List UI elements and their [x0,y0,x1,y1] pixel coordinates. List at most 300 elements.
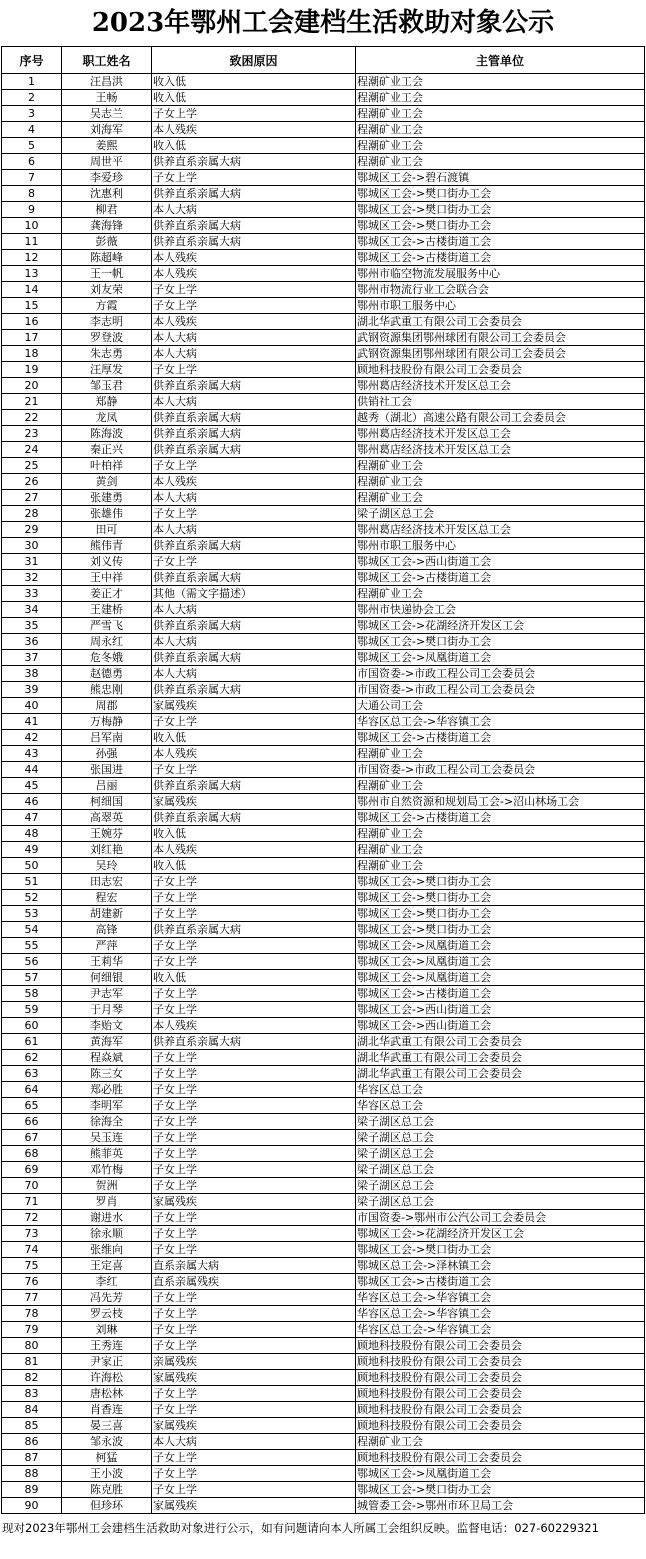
cell-employee-name: 郑静 [62,394,152,410]
cell-supervising-unit: 程潮矿业工会 [356,586,645,602]
cell-hardship-reason: 收入低 [152,90,356,106]
cell-serial-number: 12 [2,250,62,266]
cell-supervising-unit: 鄂城区工会->花湖经济开发区工会 [356,618,645,634]
cell-hardship-reason: 子女上学 [152,1130,356,1146]
cell-supervising-unit: 越秀（湖北）高速公路有限公司工会委员会 [356,410,645,426]
cell-supervising-unit: 鄂城区工会->樊口街办工会 [356,202,645,218]
header-employee-name: 职工姓名 [62,47,152,74]
cell-hardship-reason: 子女上学 [152,458,356,474]
cell-employee-name: 罗登波 [62,330,152,346]
cell-supervising-unit: 梁子湖区总工会 [356,1178,645,1194]
cell-supervising-unit: 梁子湖区总工会 [356,1194,645,1210]
cell-serial-number: 38 [2,666,62,682]
cell-supervising-unit: 梁子湖区总工会 [356,1146,645,1162]
table-row [2,202,645,218]
table-row [2,474,645,490]
cell-employee-name: 唐松林 [62,1386,152,1402]
table-row [2,1434,645,1450]
cell-supervising-unit: 鄂州葛店经济技术开发区总工会 [356,426,645,442]
cell-serial-number: 74 [2,1242,62,1258]
table-row [2,906,645,922]
cell-hardship-reason: 供养直系亲属大病 [152,426,356,442]
table-row [2,618,645,634]
cell-employee-name: 张建勇 [62,490,152,506]
cell-serial-number: 15 [2,298,62,314]
cell-hardship-reason: 本人大病 [152,1434,356,1450]
cell-hardship-reason: 本人残疾 [152,842,356,858]
cell-serial-number: 70 [2,1178,62,1194]
cell-supervising-unit: 鄂州市自然资源和规划局工会->沼山林场工会 [356,794,645,810]
cell-hardship-reason: 供养直系亲属大病 [152,922,356,938]
cell-employee-name: 何细银 [62,970,152,986]
cell-serial-number: 59 [2,1002,62,1018]
page-title: 2023年鄂州工会建档生活救助对象公示 [91,8,555,38]
cell-employee-name: 龚海锋 [62,218,152,234]
cell-serial-number: 31 [2,554,62,570]
table-row [2,746,645,762]
table-row [2,1050,645,1066]
cell-hardship-reason: 直系亲属大病 [152,1258,356,1274]
cell-supervising-unit: 程潮矿业工会 [356,106,645,122]
cell-serial-number: 56 [2,954,62,970]
cell-hardship-reason: 本人残疾 [152,1018,356,1034]
table-row [2,522,645,538]
cell-serial-number: 43 [2,746,62,762]
cell-employee-name: 严萍 [62,938,152,954]
cell-hardship-reason: 本人大病 [152,602,356,618]
cell-serial-number: 6 [2,154,62,170]
cell-supervising-unit: 鄂城区工会->樊口街办工会 [356,890,645,906]
cell-supervising-unit: 鄂城区工会->樊口街办工会 [356,906,645,922]
table-row [2,170,645,186]
cell-serial-number: 5 [2,138,62,154]
cell-serial-number: 62 [2,1050,62,1066]
table-row [2,714,645,730]
table-row [2,634,645,650]
cell-serial-number: 33 [2,586,62,602]
cell-employee-name: 胡建新 [62,906,152,922]
cell-serial-number: 11 [2,234,62,250]
cell-serial-number: 32 [2,570,62,586]
cell-supervising-unit: 顾地科技股份有限公司工会委员会 [356,1370,645,1386]
cell-employee-name: 田可 [62,522,152,538]
cell-employee-name: 吕丽 [62,778,152,794]
cell-supervising-unit: 鄂城区工会->凤凰街道工会 [356,970,645,986]
cell-employee-name: 田志宏 [62,874,152,890]
cell-employee-name: 邹玉君 [62,378,152,394]
cell-employee-name: 吕军南 [62,730,152,746]
cell-supervising-unit: 市国资委->市政工程公司工会委员会 [356,666,645,682]
cell-hardship-reason: 供养直系亲属大病 [152,682,356,698]
cell-employee-name: 万梅静 [62,714,152,730]
cell-supervising-unit: 鄂城区工会->古楼街道工会 [356,986,645,1002]
cell-employee-name: 刘琳 [62,1322,152,1338]
cell-serial-number: 57 [2,970,62,986]
cell-serial-number: 14 [2,282,62,298]
table-row [2,1258,645,1274]
cell-serial-number: 68 [2,1146,62,1162]
cell-hardship-reason: 供养直系亲属大病 [152,442,356,458]
cell-hardship-reason: 供养直系亲属大病 [152,154,356,170]
cell-supervising-unit: 鄂城区工会->古楼街道工会 [356,1274,645,1290]
cell-employee-name: 王建桥 [62,602,152,618]
cell-supervising-unit: 顾地科技股份有限公司工会委员会 [356,1418,645,1434]
cell-serial-number: 34 [2,602,62,618]
cell-employee-name: 张雄伟 [62,506,152,522]
cell-serial-number: 39 [2,682,62,698]
cell-employee-name: 罗肖 [62,1194,152,1210]
cell-supervising-unit: 市国资委->市政工程公司工会委员会 [356,762,645,778]
cell-supervising-unit: 梁子湖区总工会 [356,506,645,522]
cell-supervising-unit: 顾地科技股份有限公司工会委员会 [356,362,645,378]
cell-serial-number: 61 [2,1034,62,1050]
cell-employee-name: 刘义传 [62,554,152,570]
table-row [2,90,645,106]
table-row [2,1066,645,1082]
cell-serial-number: 52 [2,890,62,906]
cell-supervising-unit: 程潮矿业工会 [356,1434,645,1450]
table-row [2,250,645,266]
cell-employee-name: 柯细国 [62,794,152,810]
cell-supervising-unit: 武钢资源集团鄂州球团有限公司工会委员会 [356,330,645,346]
table-row [2,1402,645,1418]
cell-supervising-unit: 程潮矿业工会 [356,138,645,154]
table-row [2,826,645,842]
cell-supervising-unit: 顾地科技股份有限公司工会委员会 [356,1338,645,1354]
cell-employee-name: 高翠英 [62,810,152,826]
cell-employee-name: 尹志军 [62,986,152,1002]
cell-supervising-unit: 大通公司工会 [356,698,645,714]
table-row [2,506,645,522]
cell-hardship-reason: 本人大病 [152,346,356,362]
table-row [2,730,645,746]
table-row [2,698,645,714]
cell-hardship-reason: 子女上学 [152,762,356,778]
cell-supervising-unit: 市国资委->市政工程公司工会委员会 [356,682,645,698]
table-row [2,890,645,906]
cell-employee-name: 姜正才 [62,586,152,602]
table-row [2,154,645,170]
cell-employee-name: 王一帆 [62,266,152,282]
header-serial-number: 序号 [2,47,62,74]
cell-hardship-reason: 子女上学 [152,954,356,970]
cell-employee-name: 赵德勇 [62,666,152,682]
table-row [2,1114,645,1130]
cell-employee-name: 肖香连 [62,1402,152,1418]
cell-supervising-unit: 鄂城区工会->樊口街办工会 [356,186,645,202]
table-row [2,298,645,314]
cell-serial-number: 20 [2,378,62,394]
cell-serial-number: 65 [2,1098,62,1114]
cell-hardship-reason: 子女上学 [152,362,356,378]
cell-serial-number: 67 [2,1130,62,1146]
cell-serial-number: 40 [2,698,62,714]
table-row [2,1146,645,1162]
cell-supervising-unit: 鄂城区工会->西山街道工会 [356,554,645,570]
cell-employee-name: 许海松 [62,1370,152,1386]
cell-serial-number: 17 [2,330,62,346]
cell-supervising-unit: 鄂城区工会->樊口街办工会 [356,922,645,938]
cell-hardship-reason: 家属残疾 [152,794,356,810]
cell-employee-name: 邓竹梅 [62,1162,152,1178]
cell-employee-name: 张国进 [62,762,152,778]
table-row [2,490,645,506]
cell-supervising-unit: 程潮矿业工会 [356,778,645,794]
cell-supervising-unit: 鄂城区工会->古楼街道工会 [356,234,645,250]
cell-supervising-unit: 鄂州市物流行业工会联合会 [356,282,645,298]
table-row [2,682,645,698]
cell-supervising-unit: 程潮矿业工会 [356,458,645,474]
cell-supervising-unit: 梁子湖区总工会 [356,1162,645,1178]
cell-serial-number: 64 [2,1082,62,1098]
cell-serial-number: 27 [2,490,62,506]
cell-serial-number: 71 [2,1194,62,1210]
cell-employee-name: 邹永波 [62,1434,152,1450]
cell-hardship-reason: 收入低 [152,138,356,154]
cell-supervising-unit: 鄂城区工会->樊口街办工会 [356,874,645,890]
cell-serial-number: 46 [2,794,62,810]
cell-employee-name: 熊忠刚 [62,682,152,698]
cell-serial-number: 45 [2,778,62,794]
cell-supervising-unit: 湖北华武重工有限公司工会委员会 [356,1066,645,1082]
cell-hardship-reason: 子女上学 [152,1002,356,1018]
table-row [2,1210,645,1226]
cell-supervising-unit: 鄂州市快递协会工会 [356,602,645,618]
table-row [2,234,645,250]
cell-employee-name: 王小波 [62,1466,152,1482]
cell-supervising-unit: 鄂城区工会->西山街道工会 [356,1018,645,1034]
cell-hardship-reason: 供养直系亲属大病 [152,378,356,394]
cell-supervising-unit: 华容区总工会->华容镇工会 [356,1306,645,1322]
cell-serial-number: 23 [2,426,62,442]
table-row [2,762,645,778]
cell-employee-name: 王定喜 [62,1258,152,1274]
cell-hardship-reason: 子女上学 [152,714,356,730]
cell-supervising-unit: 湖北华武重工有限公司工会委员会 [356,1050,645,1066]
cell-hardship-reason: 子女上学 [152,1402,356,1418]
cell-hardship-reason: 子女上学 [152,554,356,570]
cell-employee-name: 程宏 [62,890,152,906]
cell-supervising-unit: 程潮矿业工会 [356,858,645,874]
cell-supervising-unit: 鄂城区工会->凤凰街道工会 [356,1466,645,1482]
cell-supervising-unit: 程潮矿业工会 [356,90,645,106]
cell-hardship-reason: 本人残疾 [152,122,356,138]
cell-employee-name: 周郡 [62,698,152,714]
cell-supervising-unit: 鄂城区工会->樊口街办工会 [356,1242,645,1258]
cell-hardship-reason: 供养直系亲属大病 [152,778,356,794]
cell-serial-number: 58 [2,986,62,1002]
cell-serial-number: 48 [2,826,62,842]
cell-employee-name: 柳君 [62,202,152,218]
table-row [2,954,645,970]
cell-employee-name: 刘红艳 [62,842,152,858]
table-row [2,186,645,202]
cell-supervising-unit: 程潮矿业工会 [356,842,645,858]
cell-hardship-reason: 家属残疾 [152,1498,356,1514]
table-row [2,1450,645,1466]
cell-hardship-reason: 供养直系亲属大病 [152,650,356,666]
cell-employee-name: 李贻文 [62,1018,152,1034]
cell-supervising-unit: 鄂州市职工服务中心 [356,298,645,314]
cell-hardship-reason: 供养直系亲属大病 [152,410,356,426]
cell-hardship-reason: 子女上学 [152,1098,356,1114]
cell-hardship-reason: 供养直系亲属大病 [152,570,356,586]
cell-serial-number: 8 [2,186,62,202]
cell-supervising-unit: 华容区总工会->华容镇工会 [356,714,645,730]
cell-supervising-unit: 鄂城区工会->古楼街道工会 [356,810,645,826]
cell-supervising-unit: 梁子湖区总工会 [356,1130,645,1146]
cell-hardship-reason: 家属残疾 [152,1194,356,1210]
cell-serial-number: 28 [2,506,62,522]
table-row [2,986,645,1002]
cell-employee-name: 朱志勇 [62,346,152,362]
cell-serial-number: 4 [2,122,62,138]
cell-serial-number: 89 [2,1482,62,1498]
table-row [2,426,645,442]
cell-serial-number: 1 [2,74,62,90]
cell-hardship-reason: 家属残疾 [152,1370,356,1386]
cell-serial-number: 35 [2,618,62,634]
cell-employee-name: 柯猛 [62,1450,152,1466]
cell-employee-name: 冯先芳 [62,1290,152,1306]
cell-supervising-unit: 鄂州市职工服务中心 [356,538,645,554]
cell-employee-name: 陈超峰 [62,250,152,266]
cell-employee-name: 陈克胜 [62,1482,152,1498]
table-row [2,1018,645,1034]
cell-employee-name: 周永红 [62,634,152,650]
cell-employee-name: 李志明 [62,314,152,330]
cell-supervising-unit: 鄂州葛店经济技术开发区总工会 [356,378,645,394]
cell-hardship-reason: 供养直系亲属大病 [152,538,356,554]
cell-employee-name: 方霞 [62,298,152,314]
cell-hardship-reason: 子女上学 [152,1114,356,1130]
cell-hardship-reason: 子女上学 [152,1242,356,1258]
cell-serial-number: 26 [2,474,62,490]
table-row [2,218,645,234]
footer-notice: 现对2023年鄂州工会建档生活救助对象进行公示，如有问题请向本人所属工会组织反映。监督电话：027-60229321 [2,1521,599,1535]
cell-supervising-unit: 鄂州市临空物流发展服务中心 [356,266,645,282]
cell-employee-name: 熊伟青 [62,538,152,554]
cell-serial-number: 54 [2,922,62,938]
cell-employee-name: 晏三喜 [62,1418,152,1434]
cell-supervising-unit: 武钢资源集团鄂州球团有限公司工会委员会 [356,346,645,362]
cell-employee-name: 谢进水 [62,1210,152,1226]
cell-supervising-unit: 华容区总工会 [356,1098,645,1114]
cell-serial-number: 24 [2,442,62,458]
cell-serial-number: 13 [2,266,62,282]
cell-employee-name: 王中祥 [62,570,152,586]
cell-hardship-reason: 本人大病 [152,666,356,682]
cell-serial-number: 22 [2,410,62,426]
cell-employee-name: 吴玉连 [62,1130,152,1146]
cell-serial-number: 90 [2,1498,62,1514]
cell-employee-name: 于月琴 [62,1002,152,1018]
cell-employee-name: 李爱珍 [62,170,152,186]
cell-serial-number: 55 [2,938,62,954]
table-row [2,1082,645,1098]
cell-hardship-reason: 本人大病 [152,490,356,506]
cell-hardship-reason: 供养直系亲属大病 [152,1034,356,1050]
cell-hardship-reason: 收入低 [152,730,356,746]
cell-supervising-unit: 鄂城区工会->古楼街道工会 [356,730,645,746]
cell-hardship-reason: 直系亲属残疾 [152,1274,356,1290]
table-row [2,266,645,282]
table-row [2,378,645,394]
cell-employee-name: 吴志兰 [62,106,152,122]
cell-hardship-reason: 供养直系亲属大病 [152,810,356,826]
cell-hardship-reason: 本人残疾 [152,314,356,330]
cell-hardship-reason: 本人大病 [152,202,356,218]
cell-employee-name: 周世平 [62,154,152,170]
cell-employee-name: 汪厚发 [62,362,152,378]
cell-serial-number: 86 [2,1434,62,1450]
cell-hardship-reason: 本人残疾 [152,474,356,490]
cell-hardship-reason: 子女上学 [152,1210,356,1226]
cell-supervising-unit: 鄂城区工会->花湖经济开发区工会 [356,1226,645,1242]
table-row [2,1226,645,1242]
cell-supervising-unit: 华容区总工会->华容镇工会 [356,1322,645,1338]
table-row [2,1178,645,1194]
cell-serial-number: 84 [2,1402,62,1418]
cell-employee-name: 陈海波 [62,426,152,442]
cell-hardship-reason: 本人大病 [152,394,356,410]
table-row [2,410,645,426]
cell-supervising-unit: 华容区总工会 [356,1082,645,1098]
table-row [2,810,645,826]
header-hardship-reason: 致困原因 [152,47,356,74]
table-row [2,458,645,474]
cell-employee-name: 吴玲 [62,858,152,874]
table-row [2,1498,645,1514]
cell-supervising-unit: 程潮矿业工会 [356,154,645,170]
table-row [2,538,645,554]
cell-supervising-unit: 湖北华武重工有限公司工会委员会 [356,314,645,330]
cell-supervising-unit: 华容区总工会->华容镇工会 [356,1290,645,1306]
table-row [2,122,645,138]
cell-serial-number: 85 [2,1418,62,1434]
cell-supervising-unit: 市国资委->鄂州市公汽公司工会委员会 [356,1210,645,1226]
table-row [2,666,645,682]
cell-hardship-reason: 子女上学 [152,506,356,522]
cell-employee-name: 尹家正 [62,1354,152,1370]
cell-supervising-unit: 顾地科技股份有限公司工会委员会 [356,1402,645,1418]
cell-serial-number: 9 [2,202,62,218]
cell-serial-number: 42 [2,730,62,746]
table-row [2,1466,645,1482]
cell-employee-name: 叶柏祥 [62,458,152,474]
cell-hardship-reason: 本人大病 [152,330,356,346]
table-row [2,970,645,986]
cell-serial-number: 29 [2,522,62,538]
cell-employee-name: 徐永顺 [62,1226,152,1242]
cell-hardship-reason: 其他（需文字描述） [152,586,356,602]
cell-supervising-unit: 顾地科技股份有限公司工会委员会 [356,1354,645,1370]
cell-serial-number: 60 [2,1018,62,1034]
table-row [2,858,645,874]
cell-supervising-unit: 鄂州葛店经济技术开发区总工会 [356,522,645,538]
table-row [2,842,645,858]
cell-hardship-reason: 子女上学 [152,938,356,954]
cell-serial-number: 3 [2,106,62,122]
table-row [2,314,645,330]
cell-supervising-unit: 程潮矿业工会 [356,826,645,842]
table-row [2,938,645,954]
cell-supervising-unit: 程潮矿业工会 [356,490,645,506]
cell-hardship-reason: 子女上学 [152,1226,356,1242]
cell-hardship-reason: 子女上学 [152,170,356,186]
table-row [2,362,645,378]
cell-hardship-reason: 供养直系亲属大病 [152,218,356,234]
